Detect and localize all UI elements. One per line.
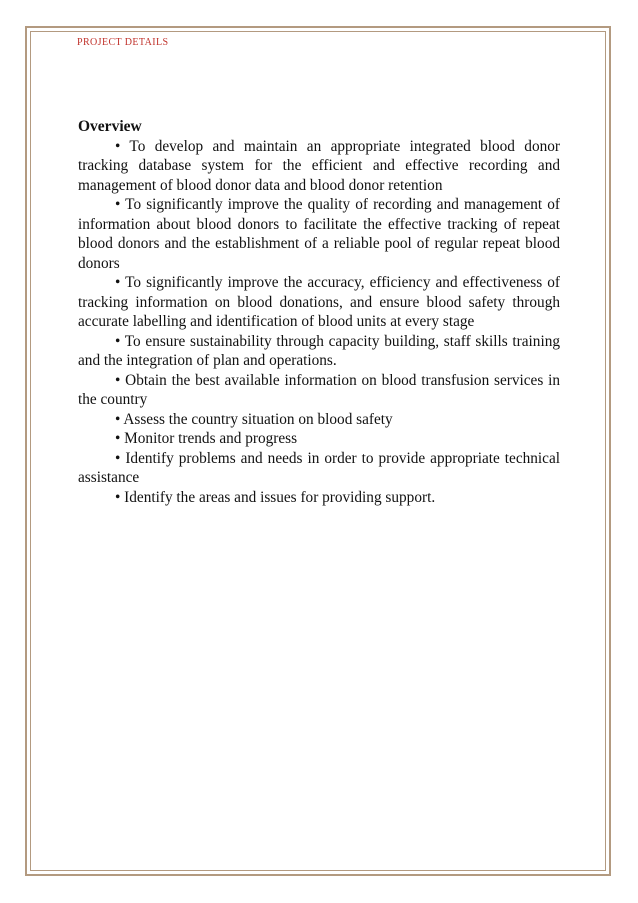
bullet-paragraph: • Identify problems and needs in order to provide appropriate technical assistance bbox=[78, 449, 560, 486]
bullet-paragraph: • To develop and maintain an appropriate integrated blood donor tracking database system for the efficient and effective recording and management of blood donor data and blood donor retention bbox=[78, 137, 560, 194]
section-heading: Overview bbox=[78, 118, 142, 135]
bullet-paragraph: • Assess the country situation on blood safety bbox=[115, 410, 393, 428]
bullet-paragraph: • To significantly improve the accuracy, efficiency and effectiveness of tracking information on blood donations, and ensure blood safety through accurate labelling and identification of blood units at every stage bbox=[78, 274, 560, 330]
bullet-paragraph: • To significantly improve the quality of recording and management of information about blood donors to facilitate the effective tracking of repeat blood donors and the establishment of a reliable pool of regular repeat blood donors bbox=[78, 196, 560, 272]
bullet-paragraph: • Monitor trends and progress bbox=[115, 430, 298, 447]
bullet-paragraph: • To ensure sustainability through capacity building, staff skills training and the integration of plan and operations. bbox=[78, 332, 560, 369]
bullet-paragraph: • Identify the areas and issues for providing support. bbox=[115, 488, 436, 506]
bullet-paragraph: • Obtain the best available information on blood transfusion services in the country bbox=[78, 371, 560, 408]
running-header: PROJECT DETAILS bbox=[77, 37, 169, 48]
overview-section bbox=[78, 117, 560, 507]
